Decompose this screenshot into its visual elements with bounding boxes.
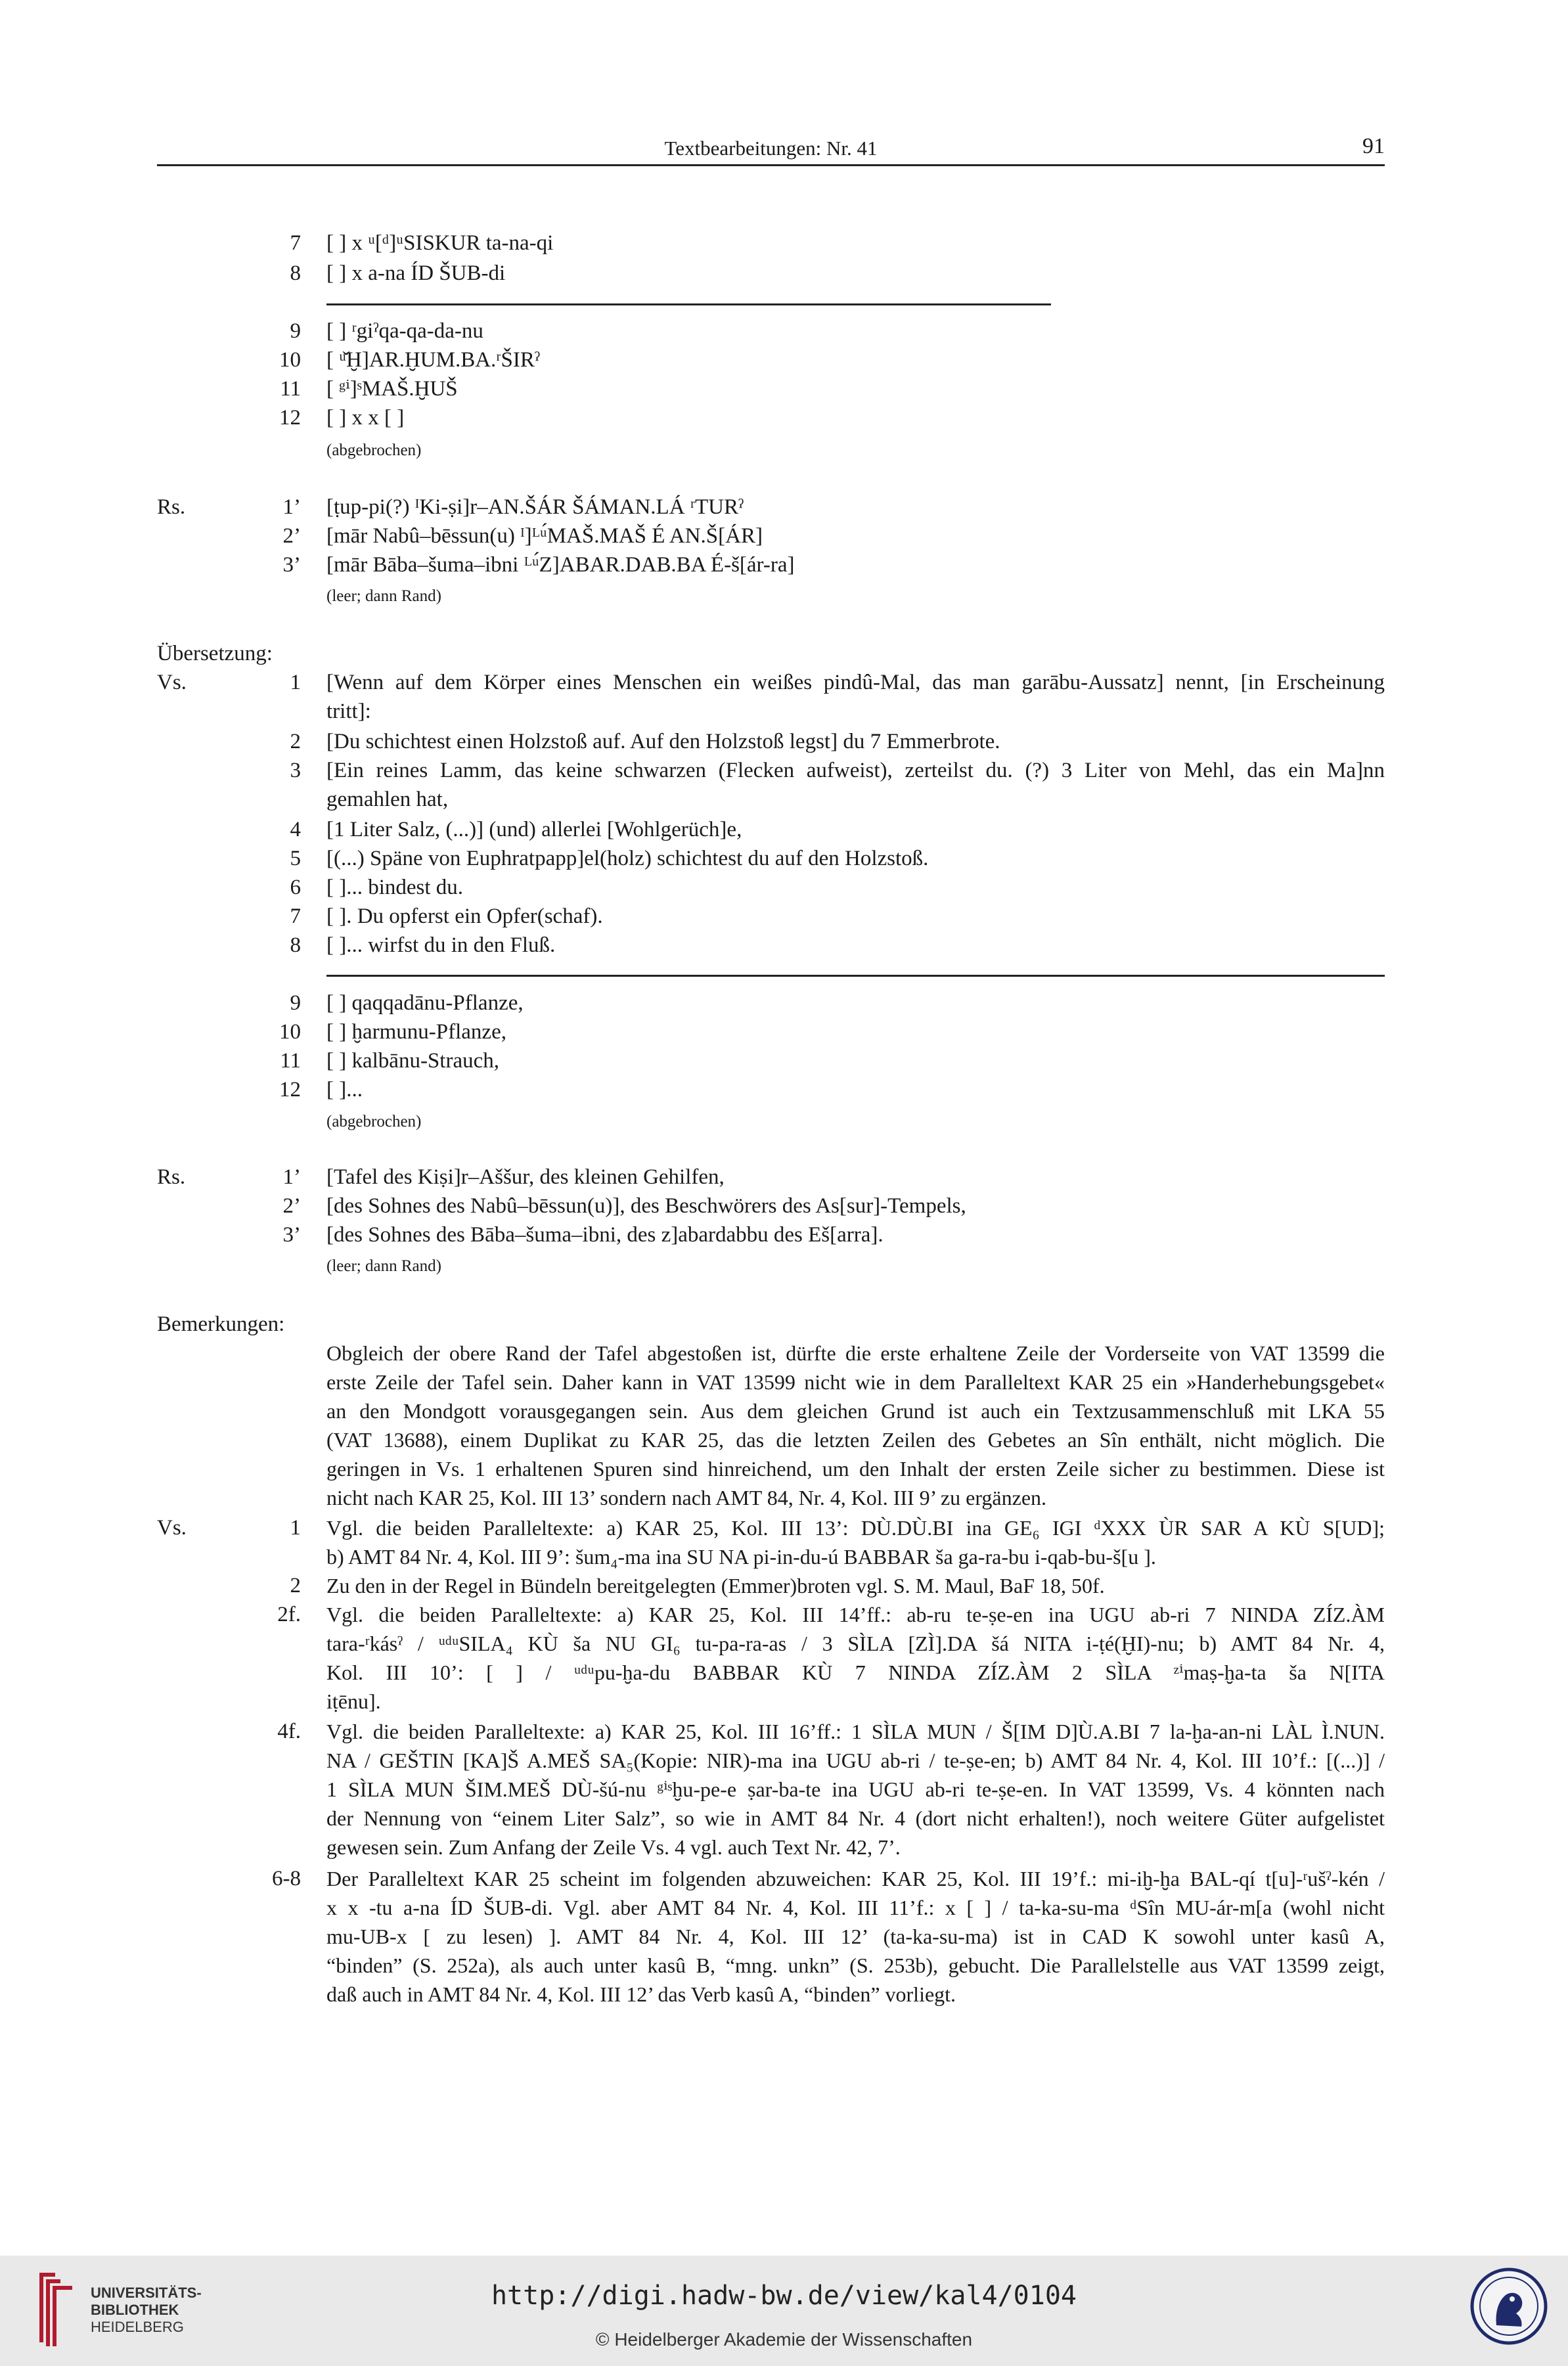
- note-text: [326, 1600, 1385, 1716]
- line-number: 12: [279, 1078, 301, 1102]
- line-number: 2: [290, 730, 301, 753]
- line-number: 10: [279, 1020, 301, 1044]
- note-number: 2f.: [277, 1603, 301, 1626]
- paragraph-line: geringen in Vs. 1 erhaltenen Spuren sind hinreichend, um den Inhalt der ersten Zeile sicher zu bestimmen. Diese ist: [326, 1457, 1385, 1481]
- translation-line: [Tafel des Kiṣi]r–Aššur, des kleinen Gehilfen,: [326, 1165, 725, 1189]
- translit-line: [mār Nabû–bēssun(u) ᴵ]ᴸᵘ́MAŠ.MAŠ É AN.Š[ÁR]: [326, 524, 763, 548]
- note-text: [326, 1571, 1385, 1600]
- line-number: 9: [290, 319, 301, 343]
- translation-line: [Wenn auf dem Körper eines Menschen ein weißes pindû-Mal, das man garābu-Aussatz] nennt, [in Erscheinung: [326, 671, 1385, 694]
- paragraph-line: nicht nach KAR 25, Kol. III 13’ sondern nach AMT 84, Nr. 4, Kol. III 9’ zu ergänzen.: [326, 1486, 1047, 1509]
- note-line: tara-ʳkásˀ / ᵘᵈᵘSILA₄ KÙ ša NU GI₆ tu-pa-ra-as / 3 SÌLA [ZÌ].DA šá NITA i-ṭé(ḪI)-nu; b) AMT 84 Nr. 4,: [326, 1632, 1385, 1655]
- paragraph-line: an den Mondgott vorausgegangen sein. Aus dem gleichen Grund ist auch ein Textzusammenschluß mit LKA 55: [326, 1399, 1385, 1423]
- remarks-intro: [326, 1339, 1385, 1512]
- line-number: 5: [290, 847, 301, 870]
- translit-line: [ ] ʳgiˀqa-qa-da-nu: [326, 319, 483, 343]
- translation-line: [ ]...: [326, 1078, 363, 1102]
- abgebrochen-note: (abgebrochen): [326, 441, 422, 459]
- library-name-line: HEIDELBERG: [91, 2319, 184, 2335]
- note-line: Der Paralleltext KAR 25 scheint im folgenden abzuweichen: KAR 25, Kol. III 19’f.: mi-iḫ-ḫa BAL-qí t[u]-ʳušˀ-kén /: [326, 1867, 1385, 1890]
- leer-note: (leer; dann Rand): [326, 1257, 441, 1275]
- line-number: 8: [290, 261, 301, 285]
- translation-line: [ ]... bindest du.: [326, 876, 464, 899]
- leer-note: (leer; dann Rand): [326, 587, 441, 605]
- abgebrochen-note: (abgebrochen): [326, 1113, 422, 1130]
- translation-line: [ ] qaqqadānu-Pflanze,: [326, 991, 524, 1015]
- note-number: 6-8: [272, 1867, 301, 1890]
- note-line: gewesen sein. Zum Anfang der Zeile Vs. 4 vgl. auch Text Nr. 42, 7’.: [326, 1835, 901, 1859]
- note-text: [326, 1513, 1385, 1571]
- line-number: 2’: [282, 1194, 301, 1218]
- line-number: 3’: [282, 553, 301, 577]
- note-line: Vgl. die beiden Paralleltexte: a) KAR 25, Kol. III 13’: DÙ.DÙ.BI ina GE₆ IGI ᵈXXX ÙR SAR A KÙ S[UD];: [326, 1516, 1385, 1540]
- line-number: 9: [290, 991, 301, 1015]
- translit-line: [ṭup-pi(?) ᴵKi-ṣi]r–AN.ŠÁR ŠÁMAN.LÁ ʳTURˀ: [326, 495, 744, 519]
- line-number: 3: [290, 759, 301, 782]
- vs-label: Vs.: [157, 671, 187, 694]
- divider-rule: [326, 303, 1051, 305]
- note-line: Vgl. die beiden Paralleltexte: a) KAR 25, Kol. III 16’ff.: 1 SÌLA MUN / Š[IM D]Ù.A.BI 7 la-ḫa-an-ni LÀL Ì.NUN.: [326, 1720, 1385, 1743]
- translation-line: [1 Liter Salz, (...)] (und) allerlei [Wohlgerüch]e,: [326, 818, 742, 841]
- translit-line: [ ] x a-na ÍD ŠUB-di: [326, 261, 506, 285]
- note-line: NA / GEŠTIN [KA]Š A.MEŠ SA₅(Kopie: NIR)-ma ina UGU ab-ri / te-ṣe-en; b) AMT 84 Nr. 4, Kol. III 10’f.: [(...)] /: [326, 1749, 1385, 1772]
- translation-line: [ ]. Du opferst ein Opfer(schaf).: [326, 904, 603, 928]
- note-line: iṭēnu].: [326, 1689, 381, 1713]
- note-number: 1: [290, 1516, 301, 1540]
- line-number: 11: [280, 377, 301, 401]
- note-line: 1 SÌLA MUN ŠIM.MEŠ DÙ-šú-nu ᵍⁱˢḫu-pe-e ṣar-ba-te ina UGU ab-ri te-ṣe-en. In VAT 13599, Vs. 4 könnten nach: [326, 1777, 1385, 1801]
- translit-line: [ ] x ᵘ[ᵈ]ᵘSISKUR ta-na-qi: [326, 231, 554, 255]
- translation-line: [Du schichtest einen Holzstoß auf. Auf den Holzstoß legst] du 7 Emmerbrote.: [326, 730, 1000, 753]
- note-line: x x -tu a-na ÍD ŠUB-di. Vgl. aber AMT 84 Nr. 4, Kol. III 11’f.: x [ ] / ta-ka-su-ma ᵈSîn MU-ár-m[a (wohl nicht: [326, 1896, 1385, 1919]
- line-number: 6: [290, 876, 301, 899]
- line-number: 10: [279, 348, 301, 372]
- note-line: mu-UB-x [ zu lesen) ]. AMT 84 Nr. 4, Kol. III 12’ (ta-ka-su-ma) ist in CAD K sowohl unter kasû A,: [326, 1925, 1385, 1948]
- note-line: Kol. III 10’: [ ] / ᵘᵈᵘpu-ḫa-du BABBAR KÙ 7 NINDA ZÍZ.ÀM 2 SÌLA ᶻⁱmaṣ-ḫa-ta ša N[ITA: [326, 1661, 1385, 1684]
- translit-line: [ ᵍⁱ]ˢMAŠ.ḪUŠ: [326, 377, 458, 401]
- translation-line-cont: tritt]:: [326, 700, 371, 723]
- paragraph-line: erste Zeile der Tafel sein. Daher kann in VAT 13599 nicht wie in dem Paralleltext KAR 25 ein »Handerhebungsgebet«: [326, 1370, 1385, 1394]
- library-name-line: BIBLIOTHEK: [91, 2302, 179, 2318]
- translation-line: [(...) Späne von Euphratpapp]el(holz) schichtest du auf den Holzstoß.: [326, 847, 929, 870]
- line-number: 4: [290, 818, 301, 841]
- translation-line: [des Sohnes des Bāba–šuma–ibni, des z]abardabbu des Eš[arra].: [326, 1223, 884, 1247]
- library-name-line: UNIVERSITÄTS-: [91, 2285, 202, 2301]
- note-line: Zu den in der Regel in Bündeln bereitgelegten (Emmer)broten vgl. S. M. Maul, BaF 18, 50f.: [326, 1574, 1105, 1597]
- note-line: “binden” (S. 252a), als auch unter kasû B, “mng. unkn” (S. 253b), gebucht. Die Parallelstelle aus VAT 13599 zeigt,: [326, 1953, 1385, 1977]
- divider-rule: [326, 975, 1385, 977]
- line-number: 1: [290, 671, 301, 694]
- line-number: 3’: [282, 1223, 301, 1247]
- academy-seal-icon: [1470, 2267, 1548, 2345]
- note-number: 2: [290, 1574, 301, 1597]
- translit-line: [ ] x x [ ]: [326, 406, 405, 430]
- page-number: 91: [1362, 134, 1385, 158]
- paragraph-line: Obgleich der obere Rand der Tafel abgestoßen ist, dürfte die erste erhaltene Zeile der Vorderseite von VAT 13599 die: [326, 1341, 1385, 1365]
- line-number: 11: [280, 1049, 301, 1073]
- translation-line: [ ]... wirfst du in den Fluß.: [326, 933, 556, 957]
- translation-line: [Ein reines Lamm, das keine schwarzen (Flecken aufweist), zerteilst du. (?) 3 Liter von Mehl, das ein Ma]nn: [326, 759, 1385, 782]
- paragraph-line: (VAT 13688), einem Duplikat zu KAR 25, das die letzten Zeilen des Gebetes an Sîn enthält, nicht möglich. Die: [326, 1428, 1385, 1452]
- rs-label: Rs.: [157, 495, 186, 519]
- line-number: 7: [290, 231, 301, 255]
- line-number: 2’: [282, 524, 301, 548]
- note-text: [326, 1717, 1385, 1862]
- header-title: Textbearbeitungen: Nr. 41: [664, 137, 878, 160]
- note-text: [326, 1864, 1385, 2009]
- vs-label: Vs.: [157, 1516, 187, 1540]
- translit-line: [ ᵘ̌Ḫ]AR.ḪUM.BA.ʳŠIRˀ: [326, 348, 541, 372]
- line-number: 1’: [282, 1165, 301, 1189]
- rs-label: Rs.: [157, 1165, 186, 1189]
- note-line: b) AMT 84 Nr. 4, Kol. III 9’: šum₄-ma ina SU NA pi-in-du-ú BABBAR ša ga-ra-bu i-qab-bu-š[u ].: [326, 1545, 1156, 1569]
- note-line: der Nennung von “einem Liter Salz”, so wie in AMT 84 Nr. 4 (dort nicht erhalten!), noch weitere Güter aufgelistet: [326, 1806, 1385, 1830]
- copyright-notice: © Heidelberger Akademie der Wissenschaften: [595, 2329, 973, 2350]
- bemerkungen-heading: Bemerkungen:: [157, 1312, 285, 1336]
- line-number: 12: [279, 406, 301, 430]
- translit-line: [mār Bāba–šuma–ibni ᴸᵘ́Z]ABAR.DAB.BA É-š[ár-ra]: [326, 553, 795, 577]
- translation-line: [ ] ḫarmunu-Pflanze,: [326, 1020, 506, 1044]
- translation-line: [ ] kalbānu-Strauch,: [326, 1049, 499, 1073]
- translation-line: [des Sohnes des Nabû–bēssun(u)], des Beschwörers des As[sur]-Tempels,: [326, 1194, 966, 1218]
- line-number: 7: [290, 904, 301, 928]
- running-header: [157, 131, 1385, 166]
- uebersetzung-heading: Übersetzung:: [157, 642, 273, 665]
- permalink-url[interactable]: http://digi.hadw-bw.de/view/kal4/0104: [491, 2281, 1077, 2311]
- line-number: 8: [290, 933, 301, 957]
- translation-line-cont: gemahlen hat,: [326, 788, 449, 811]
- line-number: 1’: [282, 495, 301, 519]
- note-number: 4f.: [277, 1720, 301, 1743]
- note-line: daß auch in AMT 84 Nr. 4, Kol. III 12’ das Verb kasû A, “binden” vorliegt.: [326, 1982, 956, 2006]
- note-line: Vgl. die beiden Paralleltexte: a) KAR 25, Kol. III 14’ff.: ab-ru te-ṣe-en ina UGU ab-ri 7 NINDA ZÍZ.ÀM: [326, 1603, 1385, 1626]
